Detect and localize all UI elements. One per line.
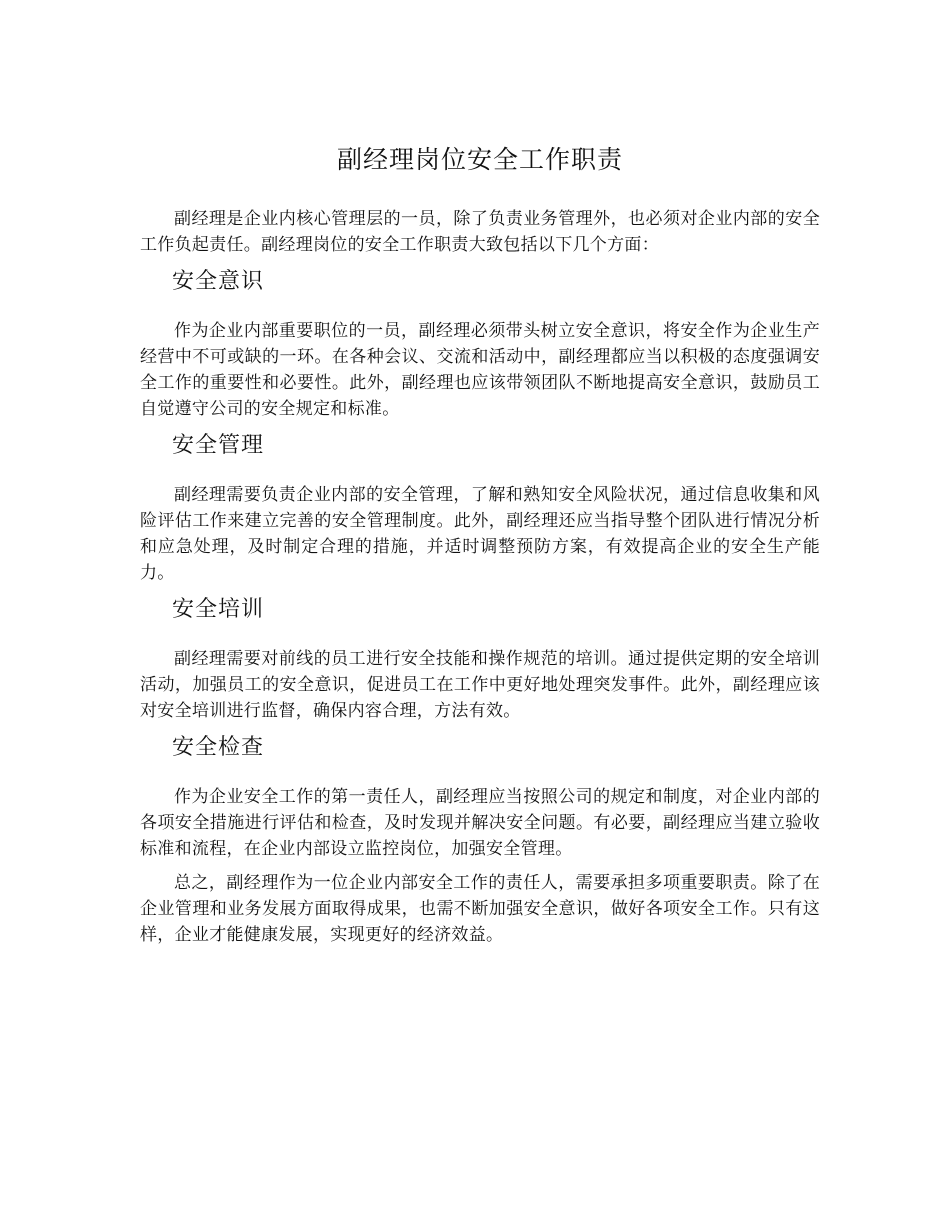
- section-body-safety-inspection: 作为企业安全工作的第一责任人，副经理应当按照公司的规定和制度，对企业内部的各项安全措施进行评估和检查，及时发现并解决安全问题。有必要，副经理应当建立验收标准和流程，在企业内部设立监控岗位，加强安全管理。: [140, 787, 820, 859]
- section-heading-safety-training: 安全培训: [172, 597, 265, 622]
- section-body-safety-training: 副经理需要对前线的员工进行安全技能和操作规范的培训。通过提供定期的安全培训活动，加强员工的安全意识，促进员工在工作中更好地处理突发事件。此外，副经理应该对安全培训进行监督，确保内容合理，方法有效。: [140, 649, 820, 721]
- section-body-safety-awareness: 作为企业内部重要职位的一员，副经理必须带头树立安全意识，将安全作为企业生产经营中不可或缺的一环。在各种会议、交流和活动中，副经理都应当以积极的态度强调安全工作的重要性和必要性。此外，副经理也应该带领团队不断地提高安全意识，鼓励员工自觉遵守公司的安全规定和标准。: [140, 321, 820, 419]
- intro-paragraph: 副经理是企业内核心管理层的一员，除了负责业务管理外，也必须对企业内部的安全工作负起责任。副经理岗位的安全工作职责大致包括以下几个方面：: [140, 209, 820, 255]
- section-body-safety-management: 副经理需要负责企业内部的安全管理，了解和熟知安全风险状况，通过信息收集和风险评估工作来建立完善的安全管理制度。此外，副经理还应当指导整个团队进行情况分析和应急处理，及时制定合理的措施，并适时调整预防方案，有效提高企业的安全生产能力。: [140, 485, 820, 583]
- section-heading-safety-management: 安全管理: [172, 433, 265, 458]
- document-title: 副经理岗位安全工作职责: [336, 145, 623, 174]
- conclusion-paragraph: 总之，副经理作为一位企业内部安全工作的责任人，需要承担多项重要职责。除了在企业管理和业务发展方面取得成果，也需不断加强安全意识，做好各项安全工作。只有这样，企业才能健康发展，实现更好的经济效益。: [140, 873, 820, 945]
- section-heading-safety-awareness: 安全意识: [172, 269, 265, 294]
- section-heading-safety-inspection: 安全检查: [172, 735, 265, 760]
